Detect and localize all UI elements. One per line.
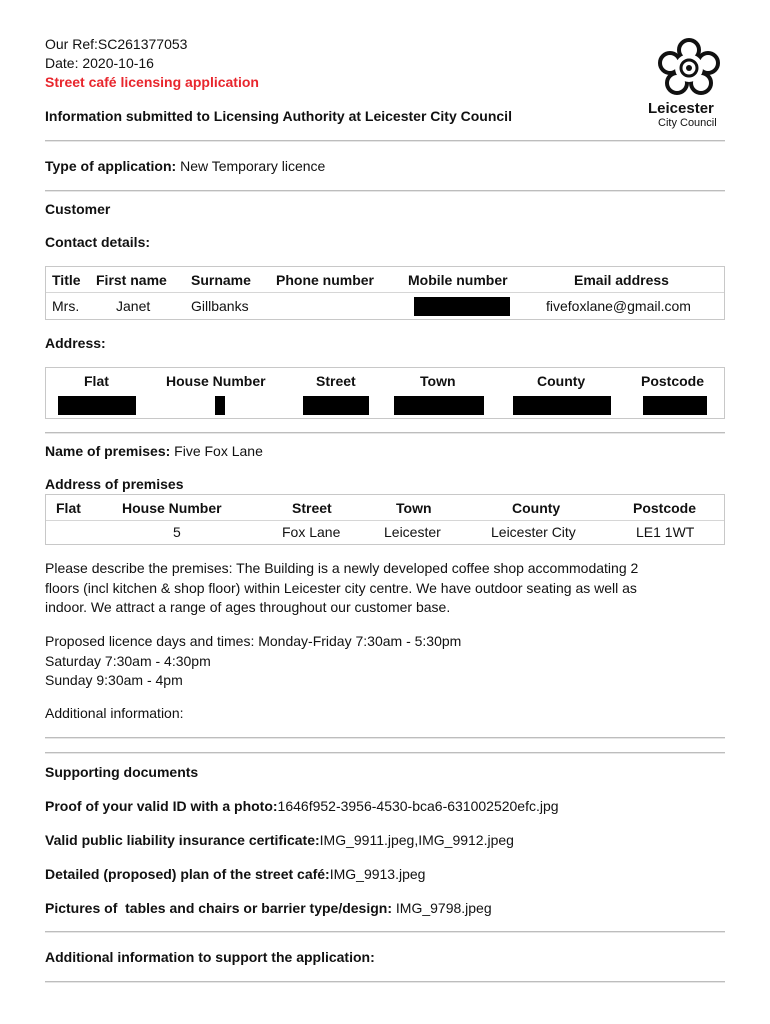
furniture-pictures-file: IMG_9798.jpeg <box>395 900 492 916</box>
logo-text-city-council: City Council <box>658 117 717 129</box>
supporting-documents-heading: Supporting documents <box>45 764 199 780</box>
contact-col-email: Email address <box>574 272 669 288</box>
document-date: Date: 2020-10-16 <box>45 55 154 71</box>
additional-information-label: Additional information: <box>45 705 184 721</box>
application-type-label: Type of application: <box>45 158 177 174</box>
proposed-times-line: Proposed licence days and times: Monday-Friday 7:30am - 5:30pm <box>45 633 462 649</box>
contact-col-title: Title <box>52 272 81 288</box>
additional-support-heading: Additional information to support the application: <box>45 949 375 965</box>
address-col-town: Town <box>420 373 456 389</box>
contact-table-row-divider <box>46 292 724 293</box>
postcode-redaction <box>643 396 707 415</box>
customer-heading: Customer <box>45 201 111 217</box>
contact-col-surname: Surname <box>191 272 251 288</box>
insurance-certificate-label: Valid public liability insurance certificate: <box>45 832 320 848</box>
premises-col-flat: Flat <box>56 500 81 516</box>
leicester-rose-logo-icon <box>653 34 725 96</box>
submission-info-line: Information submitted to Licensing Authority at Leicester City Council <box>45 108 512 124</box>
premises-table-row-divider <box>46 520 724 521</box>
proof-of-id <box>45 798 559 814</box>
proof-of-id-label: Proof of your valid ID with a photo: <box>45 798 278 814</box>
premises-description-line: indoor. We attract a range of ages throughout our customer base. <box>45 599 451 615</box>
premises-description-line: Please describe the premises: The Building is a newly developed coffee shop accommodating 2 <box>45 560 639 576</box>
cafe-plan-file: IMG_9913.jpeg <box>329 866 426 882</box>
premises-postcode-value: LE1 1WT <box>636 524 695 540</box>
contact-col-mobile: Mobile number <box>408 272 508 288</box>
contact-details-heading: Contact details: <box>45 234 151 250</box>
address-col-street: Street <box>316 373 356 389</box>
contact-surname-value: Gillbanks <box>191 298 249 314</box>
contact-first-name-value: Janet <box>116 298 151 314</box>
premises-col-street: Street <box>292 500 332 516</box>
contact-title-value: Mrs. <box>52 298 80 314</box>
premises-name-value: Five Fox Lane <box>174 443 263 459</box>
reference-number: Our Ref:SC261377053 <box>45 36 188 52</box>
premises-description <box>45 559 725 618</box>
customer-address-heading: Address: <box>45 335 106 351</box>
divider <box>45 432 725 434</box>
town-redaction <box>394 396 484 415</box>
proposed-times-line: Saturday 7:30am - 4:30pm <box>45 652 211 669</box>
contact-email-value: fivefoxlane@gmail.com <box>546 298 691 314</box>
mobile-number-redaction <box>414 297 510 316</box>
divider <box>45 190 725 192</box>
premises-county-value: Leicester City <box>491 524 576 540</box>
premises-street-value: Fox Lane <box>282 524 341 540</box>
address-col-house-number: House Number <box>166 373 266 389</box>
cafe-plan <box>45 866 425 882</box>
divider <box>45 752 725 754</box>
cafe-plan-label: Detailed (proposed) plan of the street café: <box>45 866 330 882</box>
form-title: Street café licensing application <box>45 74 259 90</box>
house-number-redaction <box>215 396 225 415</box>
divider <box>45 140 725 142</box>
premises-town-value: Leicester <box>384 524 441 540</box>
application-type-value: New Temporary licence <box>180 158 326 174</box>
premises-col-town: Town <box>396 500 432 516</box>
premises-description-line: floors (incl kitchen & shop floor) within Leicester city centre. We have outdoor seating as well as <box>45 579 637 596</box>
application-type <box>45 158 325 174</box>
proposed-times <box>45 632 725 691</box>
proof-of-id-file: 1646f952-3956-4530-bca6-631002520efc.jpg <box>277 798 559 814</box>
address-col-county: County <box>537 373 586 389</box>
furniture-pictures <box>45 900 492 916</box>
divider <box>45 931 725 933</box>
insurance-certificate-files: IMG_9911.jpeg,IMG_9912.jpeg <box>319 832 514 848</box>
address-col-postcode: Postcode <box>641 373 705 389</box>
divider <box>45 737 725 739</box>
street-redaction <box>303 396 369 415</box>
address-col-flat: Flat <box>84 373 109 389</box>
proposed-times-line: Sunday 9:30am - 4pm <box>45 672 183 688</box>
furniture-pictures-label: Pictures of tables and chairs or barrier type/design: <box>45 900 392 916</box>
premises-name <box>45 443 263 459</box>
premises-house-number-value: 5 <box>173 524 181 540</box>
premises-col-house-number: House Number <box>122 500 222 516</box>
flat-redaction <box>58 396 136 415</box>
logo-text-leicester: Leicester <box>648 100 714 117</box>
county-redaction <box>513 396 611 415</box>
premises-address-heading: Address of premises <box>45 476 184 492</box>
divider <box>45 981 725 983</box>
contact-details-table <box>45 266 725 320</box>
contact-col-phone: Phone number <box>276 272 375 288</box>
customer-address-table <box>45 367 725 419</box>
premises-address-table <box>45 494 725 545</box>
premises-name-label: Name of premises: <box>45 443 171 459</box>
insurance-certificate <box>45 832 514 848</box>
premises-col-postcode: Postcode <box>633 500 697 516</box>
premises-col-county: County <box>512 500 561 516</box>
contact-col-first-name: First name <box>96 272 167 288</box>
